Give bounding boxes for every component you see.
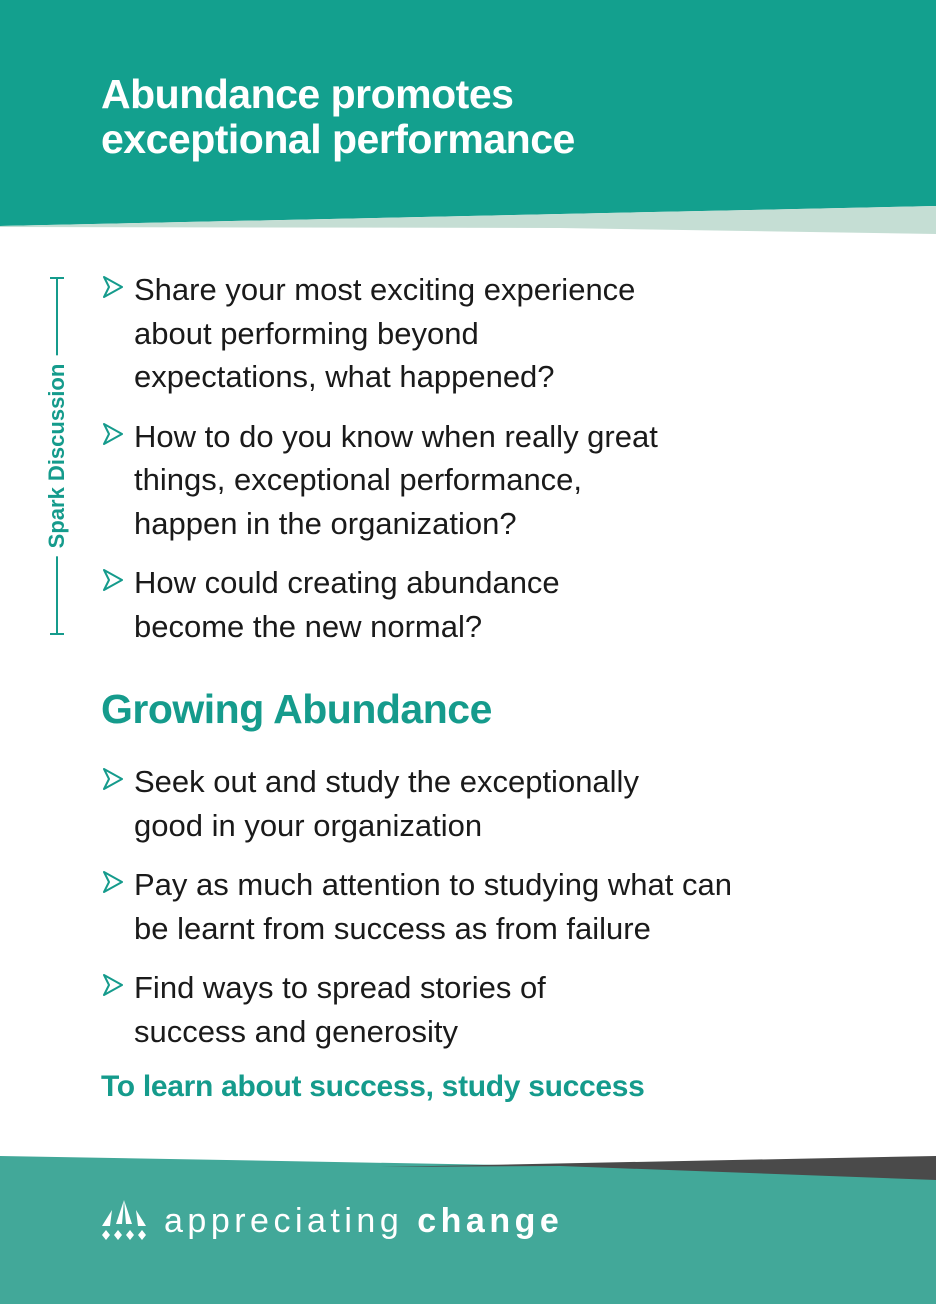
list-item	[101, 760, 732, 847]
brand-logo	[100, 1196, 563, 1246]
discussion-list	[101, 268, 658, 648]
list-item-line: things, exceptional performance,	[134, 462, 583, 497]
list-item-line: good in your organization	[134, 807, 483, 843]
brand-word-change: change	[417, 1201, 564, 1240]
list-item-line: be learnt from success as from failure	[134, 910, 651, 946]
spark-discussion-tab	[22, 276, 92, 636]
spark-discussion-label: Spark Discussion	[44, 356, 70, 557]
list-item-line: How could creating abundance	[134, 565, 560, 600]
list-item-line: about performing beyond	[134, 315, 479, 351]
card-title-line-2: exceptional performance	[101, 116, 575, 162]
arrow-bullet-icon	[103, 423, 123, 445]
list-item-line: How to do you know when really great	[134, 418, 658, 454]
list-item-line: Pay as much attention to studying what can	[134, 867, 732, 902]
list-item	[101, 863, 732, 950]
list-item	[101, 966, 732, 1053]
tagline: To learn about success, study success	[101, 1070, 645, 1103]
growing-list	[101, 760, 732, 1053]
list-item-line: Find ways to spread stories of	[134, 970, 546, 1005]
list-item-line: Seek out and study the exceptionally	[134, 764, 639, 799]
arrow-bullet-icon	[103, 871, 123, 893]
list-item-line: Share your most exciting experience	[134, 272, 636, 307]
list-item	[101, 268, 658, 399]
arrow-bullet-icon	[103, 569, 123, 591]
arrow-bullet-icon	[103, 768, 123, 790]
list-item	[101, 561, 658, 648]
card-title	[101, 72, 801, 162]
list-item-line: happen in the organization?	[134, 505, 517, 541]
list-item-line: become the new normal?	[134, 608, 483, 644]
card-title-line-1: Abundance promotes	[101, 71, 514, 117]
arrow-bullet-icon	[103, 276, 123, 298]
appreciating-change-logo-icon	[100, 1198, 148, 1244]
arrow-bullet-icon	[103, 974, 123, 996]
list-item-line: success and generosity	[134, 1013, 458, 1049]
brand-word-appreciating: appreciating	[164, 1201, 404, 1240]
list-item-line: expectations, what happened?	[134, 359, 555, 394]
list-item	[101, 415, 658, 546]
section-heading: Growing Abundance	[101, 686, 492, 732]
